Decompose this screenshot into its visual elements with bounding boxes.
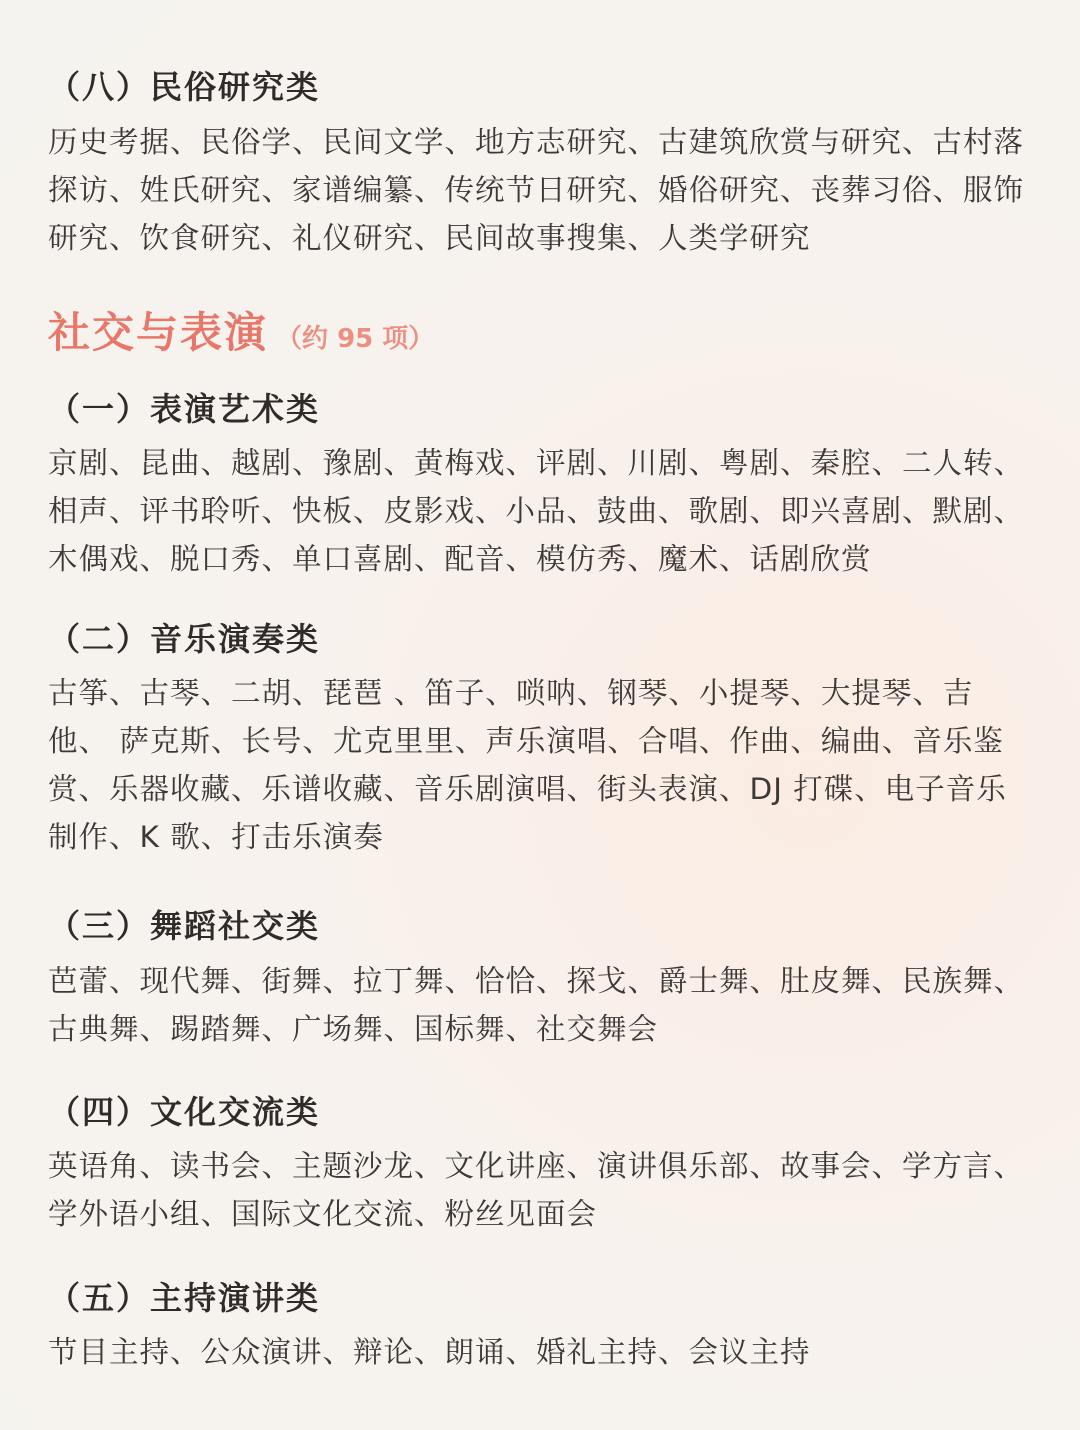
category-items-dance: 芭蕾、现代舞、街舞、拉丁舞、恰恰、探戈、爵士舞、肚皮舞、民族舞、古典舞、踢踏舞、广场舞、国标舞、社交舞会 [48, 964, 1025, 1046]
section-heading [48, 300, 434, 360]
category-title-performing-arts: （一）表演艺术类 [48, 390, 321, 428]
category-title-hosting-speech: （五）主持演讲类 [48, 1279, 321, 1317]
category-items-cultural-exchange: 英语角、读书会、主题沙龙、文化讲座、演讲俱乐部、故事会、学方言、学外语小组、国际文化交流、粉丝见面会 [48, 1149, 1025, 1231]
category-title-folk-research: （八）民俗研究类 [48, 68, 321, 106]
category-items-hosting-speech: 节目主持、公众演讲、辩论、朗诵、婚礼主持、会议主持 [48, 1335, 811, 1369]
category-items-folk-research: 历史考据、民俗学、民间文学、地方志研究、古建筑欣赏与研究、古村落探访、姓氏研究、家谱编纂、传统节日研究、婚俗研究、丧葬习俗、服饰研究、饮食研究、礼仪研究、民间故事搜集、人类学研究 [48, 125, 1025, 255]
category-title-music: （二）音乐演奏类 [48, 620, 321, 658]
category-title-cultural-exchange: （四）文化交流类 [48, 1093, 321, 1131]
category-items-performing-arts: 京剧、昆曲、越剧、豫剧、黄梅戏、评剧、川剧、粤剧、秦腔、二人转、相声、评书聆听、快板、皮影戏、小品、鼓曲、歌剧、即兴喜剧、默剧、木偶戏、脱口秀、单口喜剧、配音、模仿秀、魔术、话剧欣赏 [48, 446, 1025, 576]
category-title-dance: （三）舞蹈社交类 [48, 907, 321, 945]
section-title: 社交与表演 [48, 308, 269, 357]
category-items-music: 古筝、古琴、二胡、琵琶 、笛子、唢呐、钢琴、小提琴、大提琴、吉他、 萨克斯、长号、尤克里里、声乐演唱、合唱、作曲、编曲、音乐鉴赏、乐器收藏、乐谱收藏、音乐剧演唱、街头表演、DJ 打碟、电子音乐制作、K 歌、打击乐演奏 [48, 676, 1007, 854]
section-count: （约 95 项） [276, 324, 435, 354]
